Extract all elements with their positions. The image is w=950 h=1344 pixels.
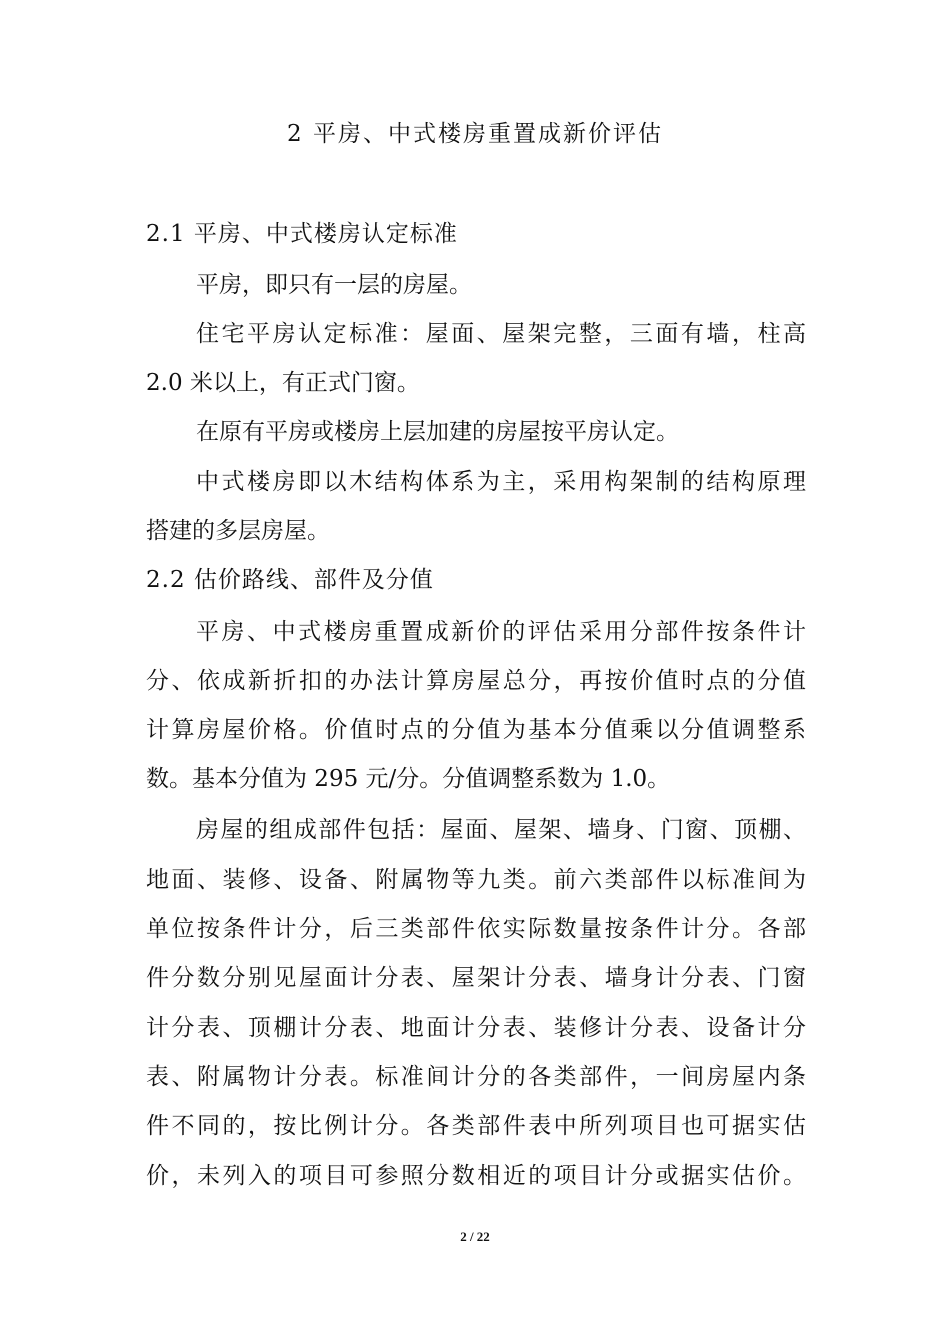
paragraph-line: 2.0 米以上，有正式门窗。 bbox=[146, 370, 420, 396]
paragraph-line: 计分表、顶棚计分表、地面计分表、装修计分表、设备计分 bbox=[146, 1015, 806, 1041]
paragraph-line: 地面、装修、设备、附属物等九类。前六类部件以标准间为 bbox=[146, 867, 806, 893]
paragraph-line: 平房，即只有一层的房屋。 bbox=[196, 272, 472, 298]
paragraph-line: 计算房屋价格。价值时点的分值为基本分值乘以分值调整系 bbox=[146, 717, 806, 743]
page-number: 2 / 22 bbox=[460, 1229, 490, 1244]
document-title: 2 平房、中式楼房重置成新价评估 bbox=[287, 121, 663, 147]
paragraph-line: 搭建的多层房屋。 bbox=[146, 518, 330, 544]
paragraph-line: 件不同的，按比例计分。各类部件表中所列项目也可据实估 bbox=[146, 1113, 806, 1139]
paragraph-line: 数。基本分值为 295 元/分。分值调整系数为 1.0。 bbox=[146, 766, 671, 792]
paragraph-line: 表、附属物计分表。标准间计分的各类部件，一间房屋内条 bbox=[146, 1064, 806, 1090]
paragraph-line: 分、依成新折扣的办法计算房屋总分，再按价值时点的分值 bbox=[146, 668, 806, 694]
paragraph-line: 中式楼房即以木结构体系为主，采用构架制的结构原理 bbox=[196, 469, 806, 495]
section-heading-2-1: 2.1 平房、中式楼房认定标准 bbox=[146, 221, 458, 247]
paragraph-line: 件分数分别见屋面计分表、屋架计分表、墙身计分表、门窗 bbox=[146, 965, 806, 991]
paragraph-line: 平房、中式楼房重置成新价的评估采用分部件按条件计 bbox=[196, 619, 806, 645]
paragraph-line: 房屋的组成部件包括：屋面、屋架、墙身、门窗、顶棚、 bbox=[196, 817, 806, 843]
paragraph-line: 单位按条件计分，后三类部件依实际数量按条件计分。各部 bbox=[146, 916, 806, 942]
section-heading-2-2: 2.2 估价路线、部件及分值 bbox=[146, 567, 434, 593]
paragraph-line: 价，未列入的项目可参照分数相近的项目计分或据实估价。 bbox=[146, 1163, 806, 1189]
paragraph-line: 在原有平房或楼房上层加建的房屋按平房认定。 bbox=[196, 419, 679, 445]
paragraph-line: 住宅平房认定标准：屋面、屋架完整，三面有墙，柱高 bbox=[196, 321, 806, 347]
